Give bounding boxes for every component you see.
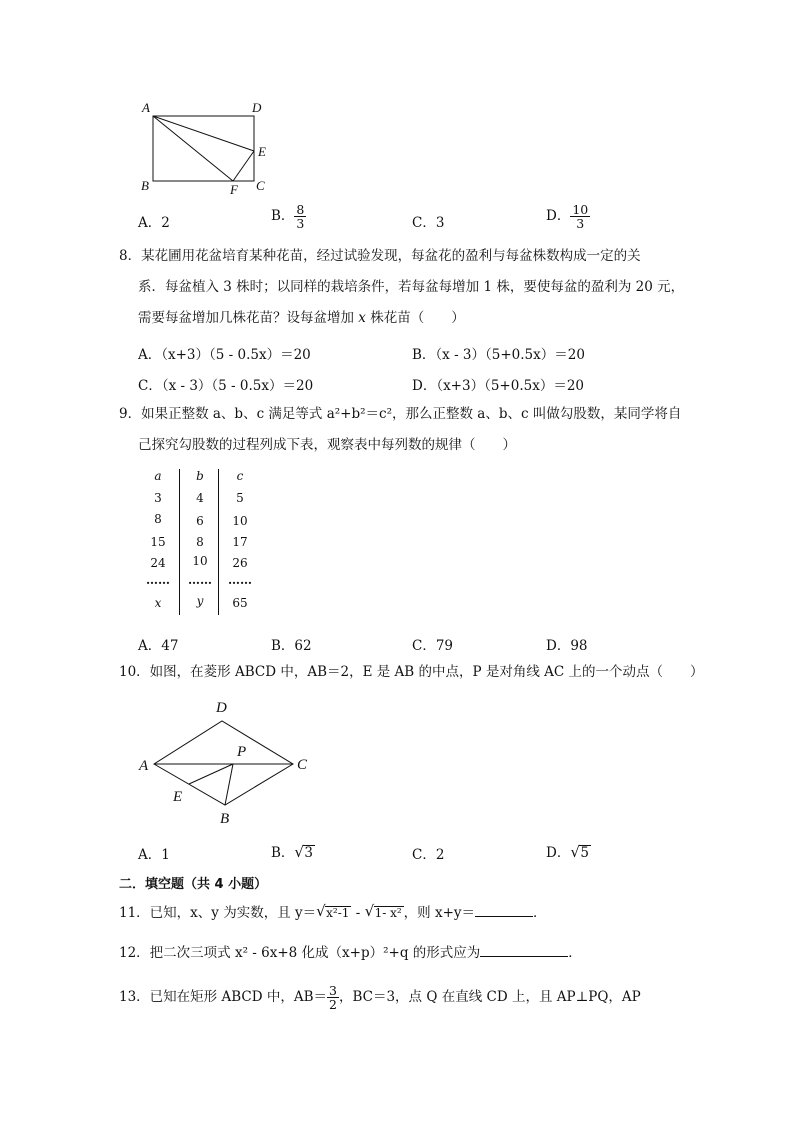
rhombus-figure — [130, 695, 330, 830]
q13-denominator: 2 — [329, 997, 337, 1012]
q8-option-d[interactable]: D．（x+3）（5+0.5x）＝20 — [412, 378, 584, 394]
q8-line-2: 系．每盆植入 3 株时；以同样的栽培条件，若每盆每增加 1 株，要使每盆的盈利为 20 元， — [138, 279, 685, 295]
label-b: B — [141, 178, 149, 193]
q7-option-d-fraction — [570, 203, 590, 230]
segment-ae — [153, 116, 254, 151]
label-c: C — [297, 757, 308, 773]
q7-option-b-fraction — [294, 203, 306, 230]
label-e: E — [173, 789, 183, 805]
q9-line-2: 己探究勾股数的过程列成下表，观察表中每列数的规律（ ） — [138, 437, 516, 453]
label-a: A — [142, 100, 150, 115]
q8-option-b[interactable]: B．（x - 3）（5+0.5x）＝20 — [412, 347, 585, 363]
q12-end: ． — [568, 945, 582, 961]
q9-table — [138, 467, 268, 617]
table-cell: 3 — [154, 491, 162, 505]
label-e: E — [258, 144, 266, 159]
sqrt-symbol: √ x²-1 — [316, 902, 350, 920]
q11-line — [119, 898, 547, 929]
q8-line-3-a: 需要每盆增加几株花苗？设每盆增加 — [138, 310, 359, 326]
q7-option-a-text: A．2 — [138, 215, 170, 231]
q9-option-d[interactable]: D．98 — [546, 638, 588, 654]
section-title: 二．填空题（共 4 小题） — [119, 877, 268, 892]
q8-line-3 — [138, 303, 465, 334]
label-a: A — [139, 758, 149, 774]
label-p: P — [237, 744, 247, 760]
q10-line-1: 10．如图，在菱形 ABCD 中，AB＝2，E 是 AB 的中点，P 是对角线 AC 上的一个动点（ ） — [119, 664, 704, 680]
q13-suffix: ，BC＝3，点 Q 在直线 CD 上，且 AP⊥PQ，AP — [338, 989, 641, 1005]
table-cell: 8 — [196, 535, 204, 549]
table-cell: 6 — [196, 514, 204, 528]
q8-option-a[interactable]: A．（x+3）（5 - 0.5x）＝20 — [138, 347, 311, 363]
table-header-a: a — [154, 469, 162, 483]
segment-pb — [225, 764, 233, 805]
label-d: D — [216, 700, 227, 716]
label-d: D — [252, 100, 262, 115]
table-cell: 65 — [232, 596, 248, 610]
segment-af — [153, 116, 233, 181]
q10-option-a[interactable]: A．1 — [138, 847, 170, 863]
table-cell: …… — [146, 573, 170, 587]
sqrt-symbol: √ 3 — [294, 843, 314, 861]
segment-ef — [233, 151, 254, 181]
q9-option-c[interactable]: C．79 — [412, 638, 454, 654]
table-cell: x — [154, 596, 162, 610]
segment-pe — [189, 764, 233, 784]
sqrt-symbol: √ 5 — [570, 843, 589, 861]
q7-option-d[interactable] — [546, 203, 590, 230]
q8-variable-x: x — [358, 310, 366, 326]
table-cell: 5 — [236, 491, 244, 505]
table-cell: 26 — [232, 556, 248, 570]
q11-radicand-1: x²-1 — [326, 906, 350, 920]
answer-blank[interactable] — [480, 956, 568, 957]
q10-option-d-radicand: 5 — [580, 845, 589, 861]
q9-line-1: 9．如果正整数 a、b、c 满足等式 a²+b²＝c²，那么正整数 a、b、c 叫做勾股数，某同学将自 — [119, 406, 682, 422]
q12-line — [119, 938, 582, 969]
q8-line-3-b: 株花苗（ ） — [365, 310, 465, 326]
q10-option-d-label: D． — [546, 845, 571, 861]
q11-end: ． — [533, 905, 547, 921]
q13-numerator: 3 — [329, 982, 337, 998]
table-header-b: b — [196, 469, 204, 483]
sqrt-symbol: √ 1- x² — [364, 902, 402, 920]
q10-option-d[interactable] — [546, 841, 591, 861]
rectangle-figure — [130, 95, 290, 205]
table-cell: …… — [188, 573, 212, 587]
q13-prefix: 13．已知在矩形 ABCD 中，AB＝ — [119, 989, 328, 1005]
q11-minus: - — [351, 905, 365, 921]
q12-text: 12．把二次三项式 x² - 6x+8 化成（x+p）²+q 的形式应为 — [119, 945, 481, 961]
q9-option-b[interactable]: B．62 — [271, 638, 312, 654]
label-f: F — [230, 182, 238, 197]
answer-blank[interactable] — [475, 916, 533, 917]
q7-option-b-denominator: 3 — [296, 216, 305, 232]
q7-option-b-numerator: 8 — [296, 202, 305, 217]
q7-option-d-denominator: 3 — [576, 216, 585, 232]
q7-option-b-label: B． — [271, 208, 295, 225]
table-cell: 10 — [232, 514, 248, 528]
q7-option-c-text: C．3 — [412, 215, 445, 231]
table-cell: 17 — [232, 535, 248, 549]
label-c: C — [256, 178, 265, 193]
table-cell: 15 — [150, 535, 166, 549]
table-header-c: c — [236, 469, 244, 483]
q8-line-1: 8．某花圃用花盆培育某种花苗，经过试验发现，每盆花的盈利与每盆株数构成一定的关 — [119, 248, 641, 264]
q7-option-b[interactable] — [271, 203, 306, 230]
table-cell: 8 — [154, 512, 162, 526]
q10-option-b-label: B． — [271, 845, 295, 861]
q7-option-c[interactable] — [412, 211, 444, 231]
q7-option-d-numerator: 10 — [572, 202, 589, 217]
q11-suffix: ，则 x+y＝ — [403, 905, 476, 921]
q13-line — [119, 977, 641, 1017]
q11-prefix: 11．已知，x、y 为实数，且 y＝ — [119, 905, 317, 921]
table-cell: 10 — [192, 554, 208, 568]
label-b: B — [220, 811, 230, 827]
q10-option-b[interactable] — [271, 841, 315, 861]
q9-option-a[interactable]: A．47 — [138, 638, 179, 654]
table-cell: …… — [228, 573, 252, 587]
rectangle-abcd — [153, 116, 254, 181]
q10-option-b-radicand: 3 — [304, 845, 314, 861]
q7-option-a[interactable] — [138, 211, 170, 231]
q8-option-c[interactable]: C．（x - 3）（5 - 0.5x）＝20 — [138, 378, 314, 394]
table-cell: 4 — [196, 491, 204, 505]
q7-option-d-label: D． — [546, 208, 571, 225]
table-cell: y — [196, 594, 204, 608]
table-cell: 24 — [150, 556, 166, 570]
q13-fraction — [327, 984, 339, 1011]
q10-option-c[interactable]: C．2 — [412, 847, 445, 863]
q11-radicand-2: 1- x² — [374, 906, 402, 920]
